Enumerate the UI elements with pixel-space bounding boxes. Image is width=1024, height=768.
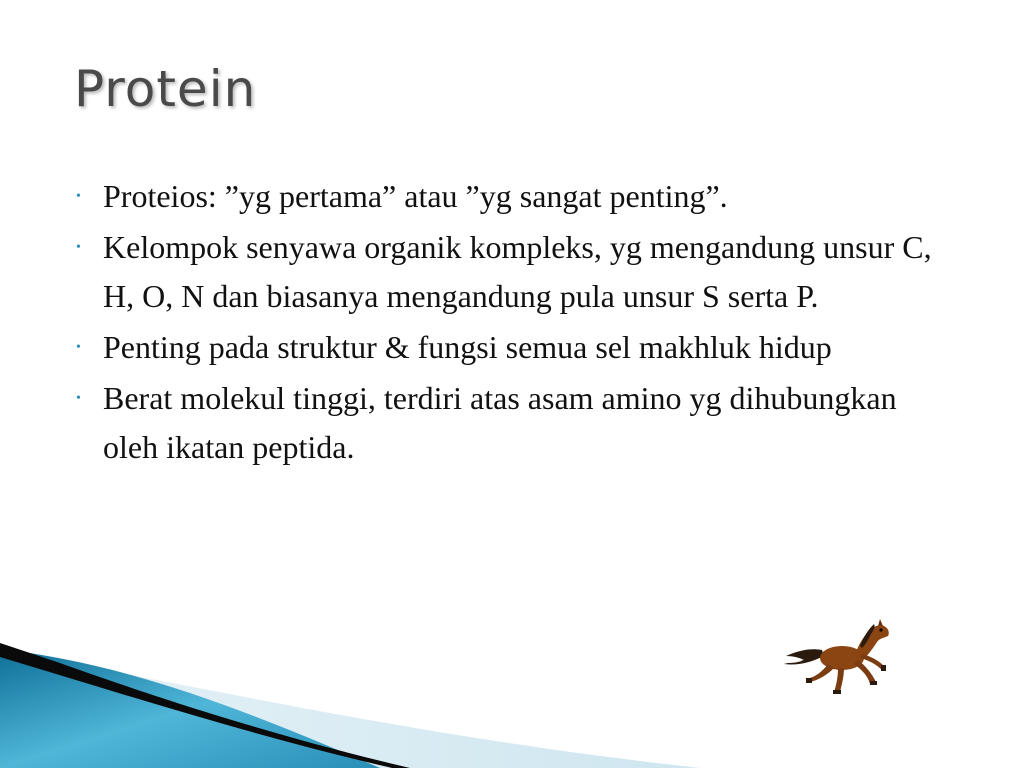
bullet-marker: • bbox=[76, 340, 81, 355]
bullet-list bbox=[74, 172, 934, 474]
corner-wave-decoration bbox=[0, 643, 700, 768]
slide-title: Protein bbox=[74, 60, 257, 118]
bullet-marker: • bbox=[76, 189, 81, 204]
bullet-item bbox=[74, 323, 934, 372]
bullet-text: Berat molekul tinggi, terdiri atas asam amino yg dihubungkan oleh ikatan peptida. bbox=[103, 380, 897, 465]
bullet-item bbox=[74, 374, 934, 472]
bullet-text: Penting pada struktur & fungsi semua sel makhluk hidup bbox=[103, 329, 832, 365]
bullet-item bbox=[74, 172, 934, 221]
bullet-marker: • bbox=[76, 391, 81, 406]
bullet-text: Kelompok senyawa organik kompleks, yg mengandung unsur C, H, O, N dan biasanya mengandung pula unsur S serta P. bbox=[103, 229, 932, 314]
bullet-item bbox=[74, 223, 934, 321]
running-horse-icon bbox=[780, 618, 898, 696]
bullet-text: Proteios: ”yg pertama” atau ”yg sangat penting”. bbox=[103, 178, 728, 214]
bullet-marker: • bbox=[76, 240, 81, 255]
